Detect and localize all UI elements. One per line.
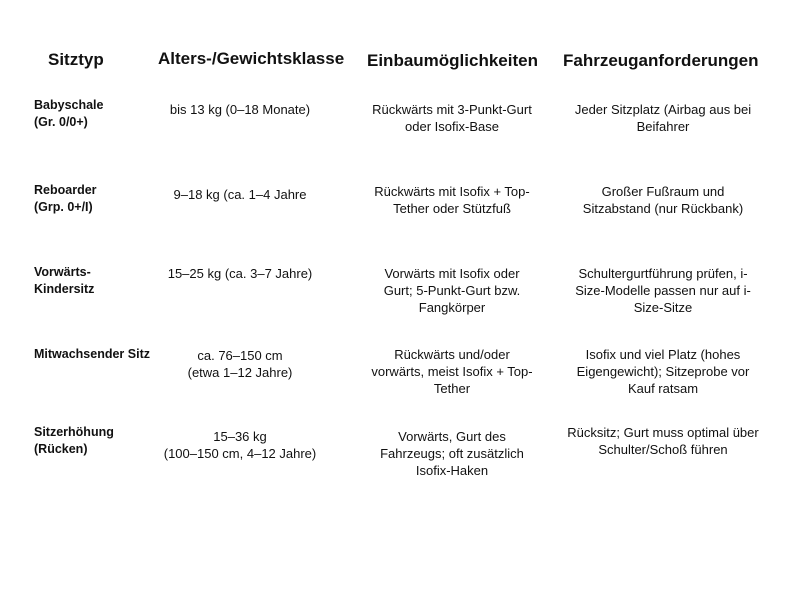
- row5-sitztyp: Sitzerhöhung (Rücken): [34, 425, 114, 456]
- row5-klasse: 15–36 kg (100–150 cm, 4–12 Jahre): [163, 429, 317, 461]
- row2-klasse: 9–18 kg (ca. 1–4 Jahre: [173, 187, 307, 202]
- row1-klasse: bis 13 kg (0–18 Monate): [169, 102, 311, 117]
- row5-einbau: Vorwärts, Gurt des Fahrzeugs; oft zusätzlich Isofix-Haken: [380, 429, 524, 478]
- row5-fahrzeug: Rücksitz; Gurt muss optimal über Schulter/Schoß führen: [567, 425, 759, 457]
- row2-fahrzeug: Großer Fußraum und Sitzabstand (nur Rückbank): [582, 184, 744, 216]
- row2-sitztyp: Reboarder (Grp. 0+/I): [34, 183, 97, 214]
- row3-sitztyp: Vorwärts- Kindersitz: [34, 265, 95, 296]
- header-alters-gewichtsklasse: Alters-/Gewichtsklasse: [158, 49, 345, 68]
- row4-sitztyp: Mitwachsender Sitz: [34, 347, 150, 361]
- row4-klasse: ca. 76–150 cm (etwa 1–12 Jahre): [187, 348, 293, 380]
- header-fahrzeuganforderungen: Fahrzeuganforderungen: [563, 51, 759, 70]
- row4-einbau: Rückwärts und/oder vorwärts, meist Isofix + Top- Tether: [371, 347, 533, 396]
- row1-sitztyp: Babyschale (Gr. 0/0+): [34, 98, 104, 129]
- row3-fahrzeug: Schultergurtführung prüfen, i- Size-Modelle passen nur auf i- Size-Sitze: [575, 266, 751, 315]
- row4-fahrzeug: Isofix und viel Platz (hohes Eigengewicht); Sitzeprobe vor Kauf ratsam: [576, 347, 750, 396]
- header-einbaumoeglichkeiten: Einbaumöglichkeiten: [367, 51, 538, 70]
- header-sitztyp: Sitztyp: [48, 50, 104, 69]
- row3-einbau: Vorwärts mit Isofix oder Gurt; 5-Punkt-Gurt bzw. Fangkörper: [383, 266, 521, 315]
- row3-klasse: 15–25 kg (ca. 3–7 Jahre): [167, 266, 313, 281]
- row2-einbau: Rückwärts mit Isofix + Top- Tether oder Stützfuß: [374, 184, 530, 216]
- row1-einbau: Rückwärts mit 3-Punkt-Gurt oder Isofix-Base: [372, 102, 532, 134]
- row1-fahrzeug: Jeder Sitzplatz (Airbag aus bei Beifahrer: [574, 102, 752, 134]
